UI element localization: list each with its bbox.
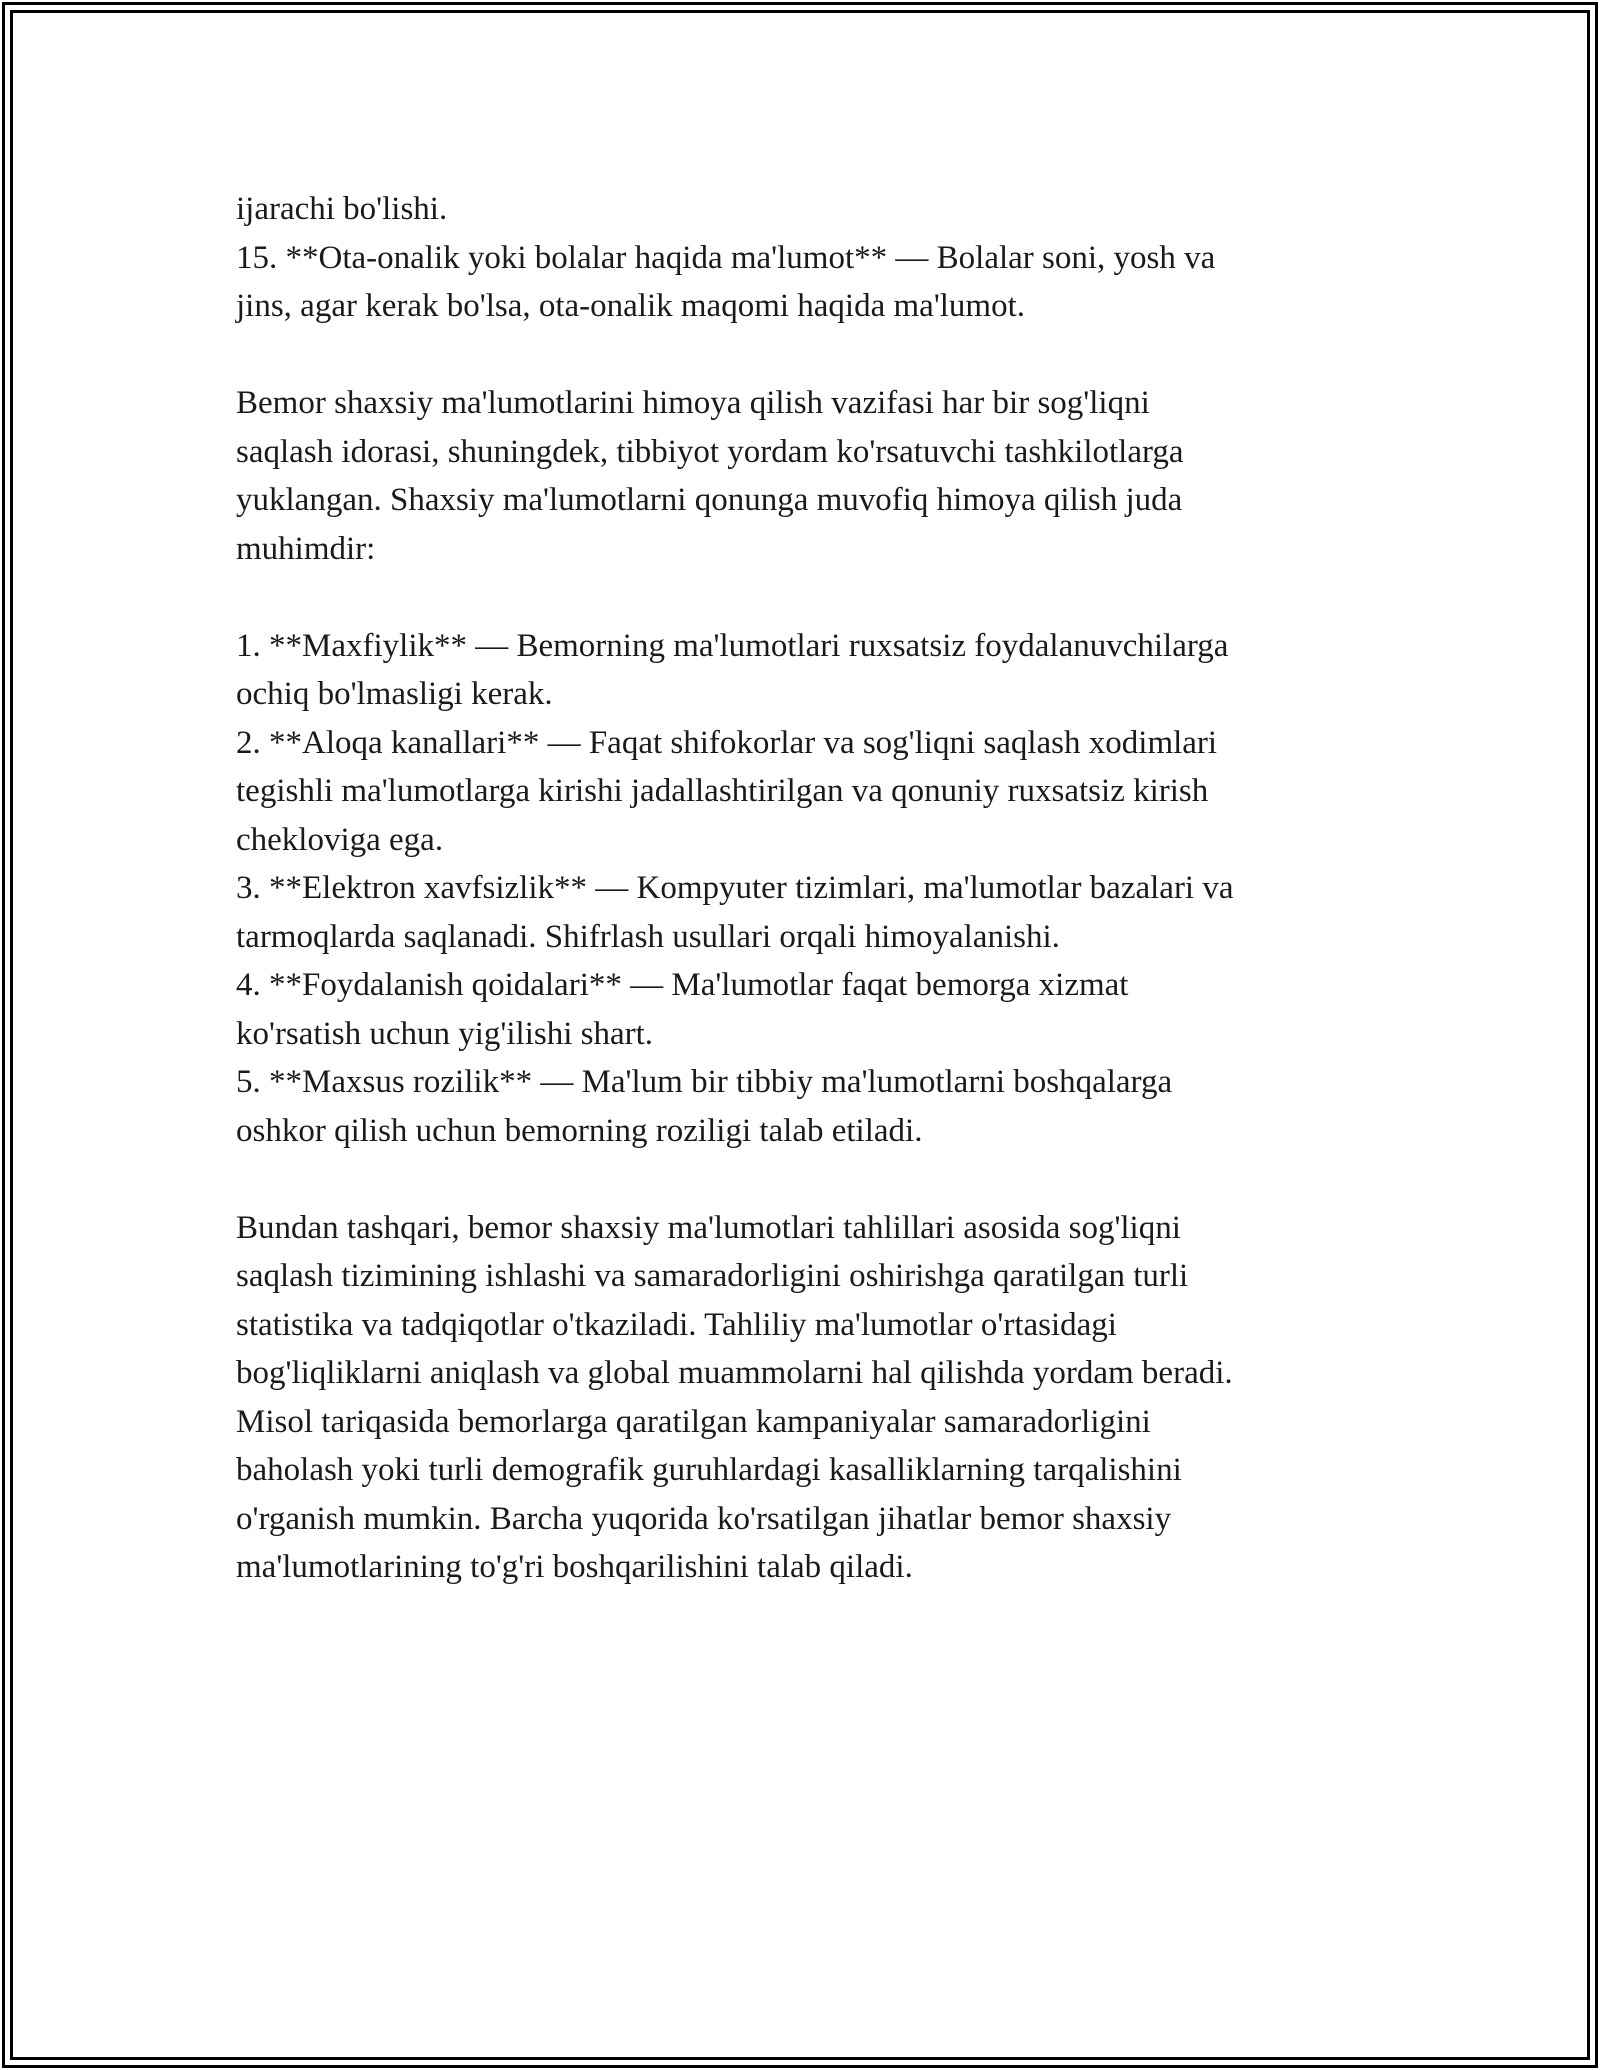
text-line: baholash yoki turli demografik guruhlardagi kasalliklarning tarqalishini xyxy=(236,1452,1182,1488)
text-line: statistika va tadqiqotlar o'tkaziladi. Tahliliy ma'lumotlar o'rtasidagi xyxy=(236,1306,1117,1343)
text-line: saqlash idorasi, shuningdek, tibbiyot yordam ko'rsatuvchi tashkilotlarga xyxy=(236,433,1184,470)
paragraph-analytics xyxy=(236,1204,1356,1592)
text-line: jins, agar kerak bo'lsa, ota-onalik maqomi haqida ma'lumot. xyxy=(236,288,1026,324)
paragraph-spacer xyxy=(236,573,1356,622)
list-item-line: 5. **Maxsus rozilik** — Ma'lum bir tibbiy ma'lumotlarni boshqalarga xyxy=(236,1064,1173,1100)
paragraph-spacer xyxy=(236,1155,1356,1204)
text-line: saqlash tizimining ishlashi va samaradorligini oshirishga qaratilgan turli xyxy=(236,1258,1189,1294)
text-line: 15. **Ota-onalik yoki bolalar haqida ma'lumot** — Bolalar soni, yosh va xyxy=(236,239,1216,276)
paragraph-spacer xyxy=(236,331,1356,380)
paragraph-list-continuation xyxy=(236,185,1356,331)
list-item-line: oshkor qilish uchun bemorning roziligi talab etiladi. xyxy=(236,1112,923,1149)
list-item-line: chekloviga ega. xyxy=(236,821,444,858)
numbered-list-protection-principles xyxy=(236,622,1356,1156)
list-item-line: 1. **Maxfiylik** — Bemorning ma'lumotlari ruxsatsiz foydalanuvchilarga xyxy=(236,627,1229,664)
text-line: Misol tariqasida bemorlarga qaratilgan kampaniyalar samaradorligini xyxy=(236,1403,1151,1440)
text-line: ijarachi bo'lishi. xyxy=(236,191,448,227)
list-item-line: tegishli ma'lumotlarga kirishi jadallashtirilgan va qonuniy ruxsatsiz kirish xyxy=(236,773,1209,809)
text-line: yuklangan. Shaxsiy ma'lumotlarni qonunga muvofiq himoya qilish juda xyxy=(236,482,1183,518)
list-item-line: ochiq bo'lmasligi kerak. xyxy=(236,676,553,712)
text-line: Bundan tashqari, bemor shaxsiy ma'lumotlari tahlillari asosida sog'liqni xyxy=(236,1209,1181,1246)
text-line: Bemor shaxsiy ma'lumotlarini himoya qilish vazifasi har bir sog'liqni xyxy=(236,385,1150,421)
list-item-line: 4. **Foydalanish qoidalari** — Ma'lumotlar faqat bemorga xizmat xyxy=(236,967,1129,1003)
list-item-line: 2. **Aloqa kanallari** — Faqat shifokorlar va sog'liqni saqlash xodimlari xyxy=(236,724,1218,761)
text-line: muhimdir: xyxy=(236,530,376,567)
document-body xyxy=(236,185,1356,1592)
text-line: bog'liqliklarni aniqlash va global muammolarni hal qilishda yordam beradi. xyxy=(236,1355,1233,1391)
text-line: ma'lumotlarining to'g'ri boshqarilishini talab qiladi. xyxy=(236,1549,913,1585)
list-item-line: 3. **Elektron xavfsizlik** — Kompyuter tizimlari, ma'lumotlar bazalari va xyxy=(236,870,1234,906)
text-line: o'rganish mumkin. Barcha yuqorida ko'rsatilgan jihatlar bemor shaxsiy xyxy=(236,1500,1172,1537)
list-item-line: tarmoqlarda saqlanadi. Shifrlash usullari orqali himoyalanishi. xyxy=(236,918,1060,955)
paragraph-data-protection xyxy=(236,379,1356,573)
list-item-line: ko'rsatish uchun yig'ilishi shart. xyxy=(236,1015,654,1052)
